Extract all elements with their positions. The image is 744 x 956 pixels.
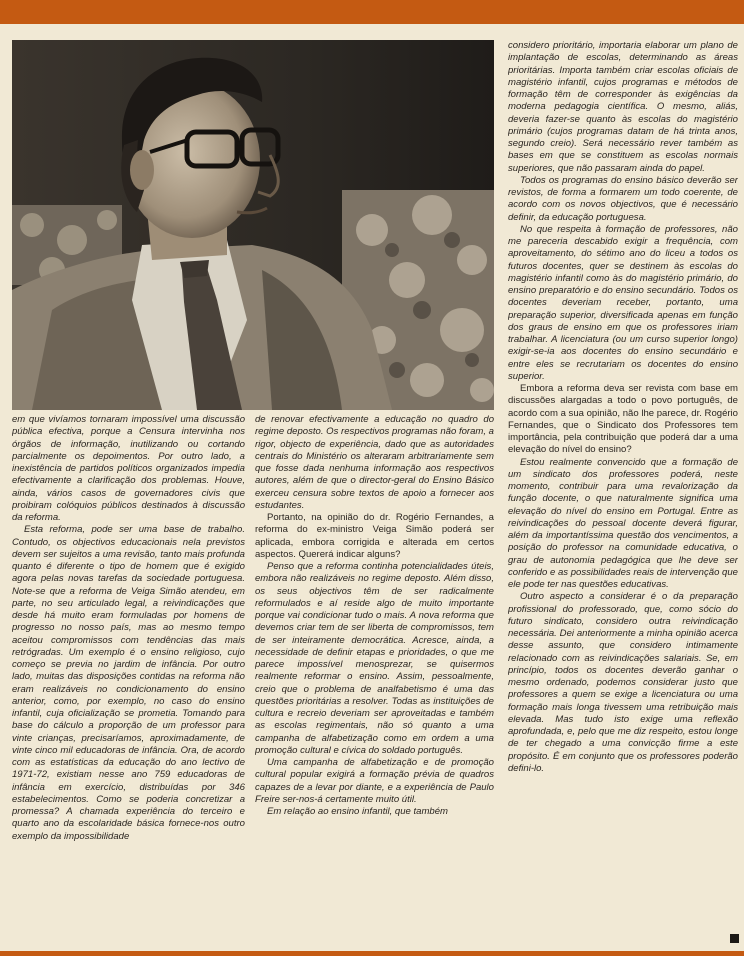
paragraph: Uma campanha de alfabetização e de promoção cultural popular exigirá a formação prévia de quadros capazes de a levar por diante, e a experiência de Paulo Freire ser-nos-á certamente muito útil. [255, 757, 494, 805]
paragraph: considero prioritário, importaria elaborar um plano de implantação de escolas, determinando as áreas prioritárias. Importa também criar escolas oficiais de magistério infantil, cujos programas e métodos de formação têm de corresponder às exigências da moderna pedagogia científica. O mesmo, aliás, deveria fazer-se quanto às escolas do magistério primário (cujos programas datam de há trinta anos, segundo creio). Será necessário rever também as bases em que se constituem as escolas normais superiores, que não passaram ainda do papel. [508, 40, 738, 174]
article-column-right [508, 40, 738, 948]
paragraph: de renovar efectivamente a educação no quadro do regime deposto. Os respectivos programas não foram, a rigor, objecto de experiência, dado que as autoridades centrais do Ministério os alteraram arbitrariamente sem que fosse dada nenhuma informação aos respectivos autores, além de que o director-geral do Ensino Básico exerceu censura sobre textos de apoio a fornecer aos estudantes. [255, 414, 494, 511]
article-column-left [12, 414, 245, 948]
paragraph: Esta reforma, pode ser uma base de trabalho. Contudo, os objectivos educacionais nela previstos devem ser sujeitos a uma revisão, tanto mais profunda quanto é diferente o tipo de homem que é exigido agora pelas novas tarefas da sociedade portuguesa. Note-se que a reforma de Veiga Simão atendeu, em parte, no seu articulado legal, a reivindicações que desde há muito eram formuladas por homens de progresso no nosso país, mas ao mesmo tempo aceitou compromissos com tendências das mais retrógradas. Um exemplo é o ensino religioso, cujo começo se previa no jardim de infância. Por outro lado, muitas das disposições contidas na reforma não eram realizáveis no condicionamento do ensino anterior, como, por exemplo, no caso do ensino infantil, cuja oficialização se prometia. Tomando para base do cálculo a proporção de um professor para vinte crianças, precisaríamos, aproximadamente, de vinte cinco mil educadoras de infância. Ora, de acordo com as estatísticas da educação do ano lectivo de 1971-72, existiam nesse ano 759 educadoras de infância em exercício, distribuídas por 346 estabelecimentos. Como se poderia concretizar a promessa? A chamada experiência do terceiro e quarto ano da escolaridade básica fornece-nos outro exemplo da impossibilidade [12, 524, 245, 842]
paragraph: Estou realmente convencido que a formação de um sindicato dos professores poderá, neste momento, contribuir para uma revalorização da função docente, o que naturalmente significa uma elevação do nível do ensino em Portugal. Entre as reivindicações do pessoal docente deverá figurar, além da importantíssima questão dos vencimentos, a posição do professor na comunidade educativa, o grau de autonomia pedagógica que lhe deve ser conferido e as possibilidades reais de intervenção que ele pode ter nas questões educativas. [508, 456, 738, 590]
paragraph: No que respeita à formação de professores, não me pareceria descabido exigir a frequência, com aproveitamento, do sétimo ano do liceu a todos os futuros docentes, quer se destinem às escolas do magistério infantil como às do magistério primário, do ensino preparatório e do ensino secundário. Todos os docentes deveriam receber, portanto, uma preparação superior, diversificada apenas em função dos graus de ensino em que os professores iriam trabalhar. A licenciatura (ou um curso superior longo) exigir-se-ia aos docentes do ensino secundário e entre eles se recrutariam os docentes do ensino superior. [508, 223, 738, 382]
paragraph: Embora a reforma deva ser revista com base em discussões alargadas a todo o povo português, de acordo com a sua opinião, não lhe parece, dr. Rogério Fernandes, que o Sindicato dos Professores tem importância, pela contribuição que poderá dar a uma elevação do nível do ensino? [508, 383, 738, 456]
portrait-photo [12, 40, 494, 410]
paragraph: Em relação ao ensino infantil, que também [267, 806, 448, 817]
paragraph: Todos os programas do ensino básico deverão ser revistos, de forma a formarem um todo coerente, de acordo com os novos objectivos, que é necessário definir, da educação portuguesa. [508, 174, 738, 223]
end-of-article-mark [730, 934, 739, 943]
paragraph: em que vivíamos tornaram impossível uma discussão pública efectiva, porque a Censura intervinha nos órgãos de informação, inutilizando ou cortando parcialmente os depoimentos. Por outro lado, a inexistência de partidos políticos organizados impedia efectivamente a clarificação dos problemas. Houve, ainda, vários casos de governadores civis que proibiram colóquios públicos destinados à discussão da reforma. [12, 414, 245, 523]
portrait-illustration [12, 40, 494, 410]
article-column-middle [255, 414, 494, 948]
paragraph: Penso que a reforma continha potencialidades úteis, embora não realizáveis no regime deposto. Além disso, os seus objectivos têm de ser radicalmente reformulados e aí reside algo de muito importante porque vai condicionar tudo o mais. A nova reforma que devemos criar tem de ser liberta de compromissos, tem de ser inteiramente democrática. Acresce, ainda, a necessidade de definir etapas e prioridades, o que me parece impossível menosprezar, se quisermos realmente reformar o ensino. Assim, pessoalmente, creio que o problema de analfabetismo é uma das questões prioritárias a resolver. Todas as instituições de cultura e recreio deveriam ser aproveitadas e também as escolas regimentais, não só quanto a uma campanha de alfabetização como em ordem a uma promoção cultural e cívica do soldado português. [255, 561, 494, 756]
paragraph: Portanto, na opinião do dr. Rogério Fernandes, a reforma do ex-ministro Veiga Simão poderá ser aplicada, embora corrigida e alterada em certos aspectos. Quererá indicar alguns? [255, 512, 494, 560]
bottom-color-band [0, 951, 744, 956]
paragraph: Outro aspecto a considerar é o da preparação profissional do professorado, que, como sócio do futuro sindicato, considero outra reivindicação necessária. Dei anteriormente a minha opinião acerca desse assunto, que considero intimamente relacionado com as reivindicações salariais. Se, em princípio, todos os docentes deverão ganhar o mesmo ordenado, podemos considerar justo que professores a quem se exige a licenciatura ou uma formação mais longa tivessem uma retribuição mais elevada. Mas tudo isto exige uma reflexão aprofundada, e, pelo que me diz respeito, estou longe de ter chegado a uma convicção firme a este propósito. É em conjunto que os professores poderão defini-lo. [508, 591, 738, 774]
top-color-band [0, 0, 744, 24]
